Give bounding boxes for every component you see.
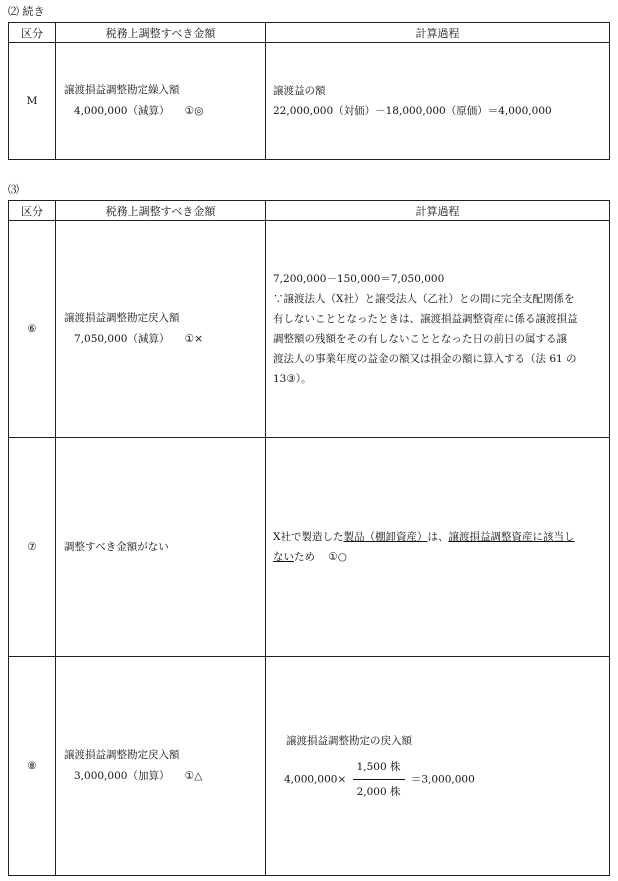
table-header-row: [9, 23, 610, 43]
header-category: 区分: [9, 23, 56, 43]
calculation-reason-line: 13③）。: [273, 373, 312, 385]
adjustment-amount: 4,000,000（減算）: [74, 105, 170, 117]
table-row-8: [9, 657, 610, 876]
adjustment-amount-line: [56, 766, 265, 787]
adjustment-amount-line: [56, 329, 265, 350]
calculation-reason-line: 渡法人の事業年度の益金の額又は損金の額に算入する（法 61 の: [273, 353, 577, 365]
header-calculation-process: 計算過程: [266, 201, 610, 221]
adjustment-amount: 3,000,000（加算）: [74, 770, 170, 782]
formula-lead: 4,000,000×: [284, 773, 347, 785]
section-2-table: [8, 22, 610, 160]
reason-text: X社で製造した: [273, 531, 344, 543]
table-row-6: [9, 221, 610, 438]
reason-text: ため: [294, 551, 315, 563]
header-category: 区分: [9, 201, 56, 221]
header-tax-adjustment-amount: 税務上調整すべき金額: [56, 201, 266, 221]
calculation-reason-line: 調整額の残額をその有しないこととなった日の前日の属する譲: [273, 333, 567, 345]
row-category: ⑦: [9, 438, 56, 657]
calculation-line: 7,200,000－150,000＝7,050,000: [273, 273, 445, 285]
adjustment-item: 譲渡損益調整勘定戻入額: [64, 312, 180, 324]
row-adjustment-cell: [56, 43, 266, 160]
header-calculation-process: 計算過程: [266, 23, 610, 43]
row-calculation-cell: [266, 221, 610, 438]
calculation-reason: [273, 527, 603, 567]
header-tax-adjustment-amount: 税務上調整すべき金額: [56, 23, 266, 43]
fraction-denominator: 2,000 株: [356, 785, 401, 798]
row-calculation-cell: [266, 43, 610, 160]
adjustment-item: 譲渡損益調整勘定戻入額: [64, 749, 180, 761]
share-fraction: [353, 757, 405, 802]
fraction-numerator: 1,500 株: [353, 757, 405, 780]
score-mark: ①○: [328, 551, 347, 563]
adjustment-amount: 7,050,000（減算）: [74, 333, 170, 345]
section-3-label: ⑶: [8, 183, 19, 196]
table-row-m: [9, 43, 610, 160]
section-2-label: ⑵ 続き: [8, 5, 45, 18]
calculation-title: 譲渡損益調整勘定の戻入額: [286, 734, 412, 747]
formula-result: ＝3,000,000: [410, 773, 475, 785]
calculation-reason-line: 有しないこととなったときは、譲渡損益調整資産に係る譲渡損益: [273, 313, 578, 325]
reason-underlined-text: 製品（棚卸資産）: [343, 531, 428, 543]
adjustment-item: 調整すべき金額がない: [64, 540, 169, 553]
score-mark: ①◎: [184, 105, 204, 117]
row-category: M: [9, 43, 56, 160]
reason-text: は、: [427, 531, 449, 543]
calculation-title: 譲渡益の額: [273, 85, 326, 97]
reason-underlined-text: ない: [273, 551, 294, 563]
row-adjustment-cell: [56, 438, 266, 657]
row-calculation-cell: [266, 438, 610, 657]
reason-underlined-text: 譲渡損益調整資産に該当し: [448, 531, 575, 543]
calculation-reason-line: ∵譲渡法人（X社）と譲受法人（乙社）との間に完全支配関係を: [273, 293, 575, 305]
row-adjustment-cell: [56, 221, 266, 438]
table-header-row: [9, 201, 610, 221]
section-3-table: [8, 200, 610, 876]
table-row-7: [9, 438, 610, 657]
adjustment-amount-line: [56, 101, 265, 122]
row-calculation-cell: [266, 657, 610, 876]
row-category: ⑧: [9, 657, 56, 876]
score-mark: ①×: [184, 333, 204, 345]
calculation-line: 22,000,000（対価）－18,000,000（原価）＝4,000,000: [273, 105, 552, 117]
row-adjustment-cell: [56, 657, 266, 876]
row-category: ⑥: [9, 221, 56, 438]
score-mark: ①△: [184, 770, 203, 782]
adjustment-item: 譲渡損益調整勘定繰入額: [64, 84, 180, 96]
calculation-formula: [284, 757, 603, 802]
